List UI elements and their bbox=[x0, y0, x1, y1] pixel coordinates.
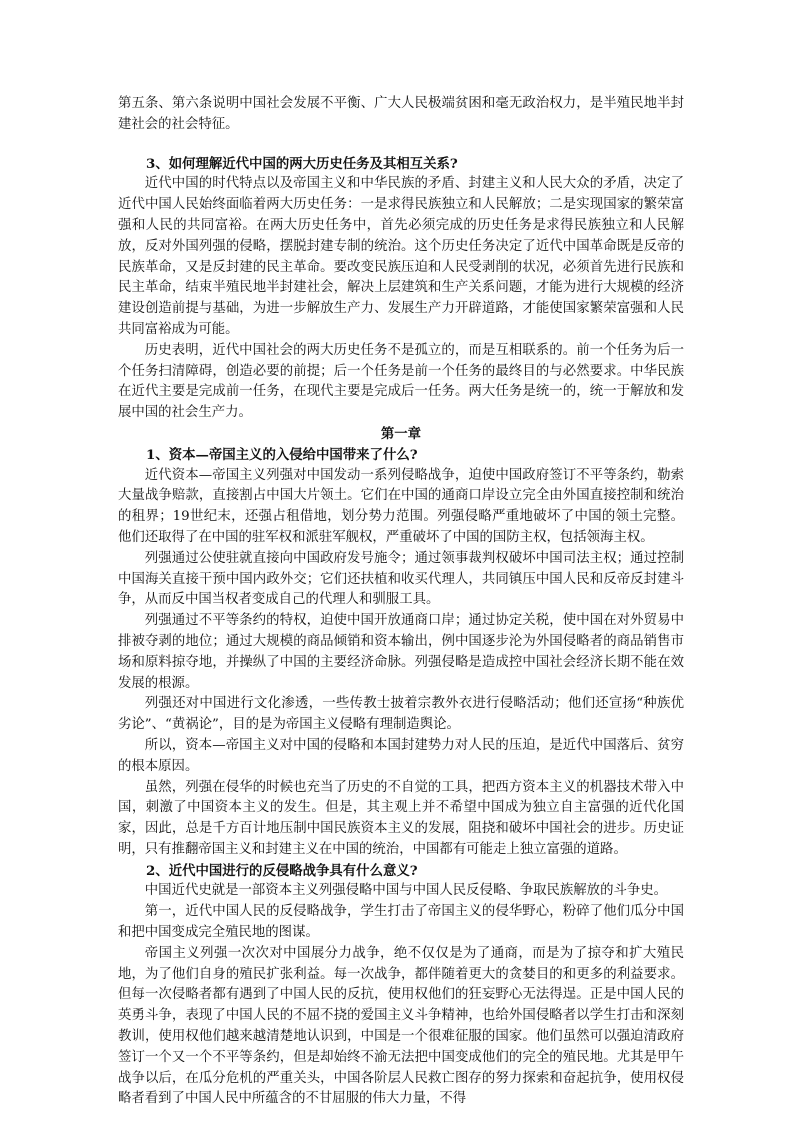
question-3-paragraph-2: 历史表明，近代中国社会的两大历史任务不是孤立的，而是互相联系的。前一个任务为后一个任务扫清障碍，创造必要的前提；后一个任务是前一个任务的最终目的与必然要求。中华民族在近代主要是完成前一任务，在现代主要是完成后一任务。两大任务是统一的，统一于解放和发展中国的社会生产力。 bbox=[118, 342, 684, 421]
chapter-heading: 第一章 bbox=[380, 425, 422, 442]
spacer bbox=[118, 136, 684, 154]
question-3-heading: 3、如何理解近代中国的两大历史任务及其相互关系? bbox=[146, 155, 458, 172]
chapter1-q2-paragraph-3: 帝国主义列强一次次对中国展分力战争，绝不仅仅是为了通商，而是为了掠夺和扩大殖民地，为了他们自身的殖民扩张利益。每一次战争，都伴随着更大的贪婪目的和更多的利益要求。但每一次侵略者都有遇到了中国人民的反抗，使用权他们的狂妄野心无法得逞。正是中国人民的英勇斗争，表现了中国人民的不屈不挠的爱国主义斗争精神，也给外国侵略者以学生打击和深刻教训，使用权他们越来越清楚地认识到，中国是一个很难征服的国家。他们虽然可以强迫清政府签订一个又一个不平等条约，但是却始终不渝无法把中国变成他们的完全的殖民地。尤其是甲午战争以后，在瓜分危机的严重关头，中国各阶层人民救亡图存的努力探索和奋起抗争，使用权侵略者看到了中国人民中所蕴含的不甘屈服的伟大力量，不得 bbox=[118, 945, 684, 1107]
chapter1-q2-paragraph-1: 中国近代史就是一部资本主义列强侵略中国与中国人民反侵略、争取民族解放的斗争史。 bbox=[144, 883, 668, 899]
chapter1-q1-paragraph-6: 虽然，列强在侵华的时候也充当了历史的不自觉的工具，把西方资本主义的机器技术带入中国，刺激了中国资本主义的发生。但是，其主观上并不希望中国成为独立自主富强的近代化国家，因此，总是千方百计地压制中国民族资本主义的发展，阻挠和破坏中国社会的进步。历史证明，只有推翻帝国主义和封建主义在中国的统治，中国都有可能走上独立富强的道路。 bbox=[118, 779, 684, 857]
chapter1-question-1-heading: 1、资本—帝国主义的入侵给中国带来了什么? bbox=[146, 446, 418, 463]
chapter1-q1-paragraph-1: 近代资本—帝国主义列强对中国发动一系列侵略战争，迫使中国政府签订不平等条约，勒索大量战争赔款，直接割占中国大片领土。它们在中国的通商口岸设立完全由外国直接控制和统治的租界；19世纪末，还强占租借地，划分势力范围。列强侵略严重地破坏了中国的领土完整。他们还取得了在中国的驻军权和派驻军舰权，严重破坏了中国的国防主权，包括领海主权。 bbox=[118, 467, 684, 545]
chapter1-q1-paragraph-5: 所以，资本—帝国主义对中国的侵略和本国封建势力对人民的压迫，是近代中国落后、贫穷的根本原因。 bbox=[118, 737, 684, 774]
question-3-paragraph-1: 近代中国的时代特点以及帝国主义和中华民族的矛盾、封建主义和人民大众的矛盾，决定了近代中国人民始终面临着两大历史任务：一是求得民族独立和人民解放；二是实现国家的繁荣富强和人民的共同富裕。在两大历史任务中，首先必须完成的历史任务是求得民族独立和人民解放，反对外国列强的侵略，摆脱封建专制的统治。这个历史任务决定了近代中国革命既是反帝的民族革命，又是反封建的民主革命。要改变民族压迫和人民受剥削的状况，必须首先进行民族和民主革命，结束半殖民地半封建社会，解决上层建筑和生产关系问题，才能为进行大规模的经济建设创造前提与基础，为进一步解放生产力、发展生产力开辟道路，才能使国家繁荣富强和人民共同富裕成为可能。 bbox=[118, 176, 684, 337]
chapter1-q1-paragraph-4: 列强还对中国进行文化渗透，一些传教士披着宗教外衣进行侵略活动；他们还宣扬“种族优劣论”、“黄祸论”，目的是为帝国主义侵略有理制造舆论。 bbox=[118, 696, 684, 733]
chapter1-q1-paragraph-3: 列强通过不平等条约的特权，迫使中国开放通商口岸；通过协定关税，使中国在对外贸易中排被夺剥的地位；通过大规模的商品倾销和资本输出，例中国逐步沦为外国侵略者的商品销售市场和原料掠夺地，并操纵了中国的主要经济命脉。列强侵略是造成控中国社会经济长期不能在效发展的根源。 bbox=[118, 613, 684, 691]
chapter1-q1-paragraph-2: 列强通过公使驻就直接向中国政府发号施令；通过领事裁判权破坏中国司法主权；通过控制中国海关直接干预中国内政外交；它们还扶植和收买代理人，共同镇压中国人民和反帝反封建斗争，从而反中国当权者变成自己的代理人和驯服工具。 bbox=[118, 550, 684, 608]
chapter1-question-2-heading: 2、近代中国进行的反侵略战争具有什么意义? bbox=[146, 862, 418, 879]
document-page bbox=[118, 94, 684, 1110]
chapter1-q2-paragraph-2: 第一，近代中国人民的反侵略战争，学生打击了帝国主义的侵华野心，粉碎了他们瓜分中国和把中国变成完全殖民地的图谋。 bbox=[118, 904, 684, 941]
intro-paragraph: 第五条、第六条说明中国社会发展不平衡、广大人民极端贫困和毫无政治权力，是半殖民地半封建社会的社会特征。 bbox=[118, 96, 684, 132]
